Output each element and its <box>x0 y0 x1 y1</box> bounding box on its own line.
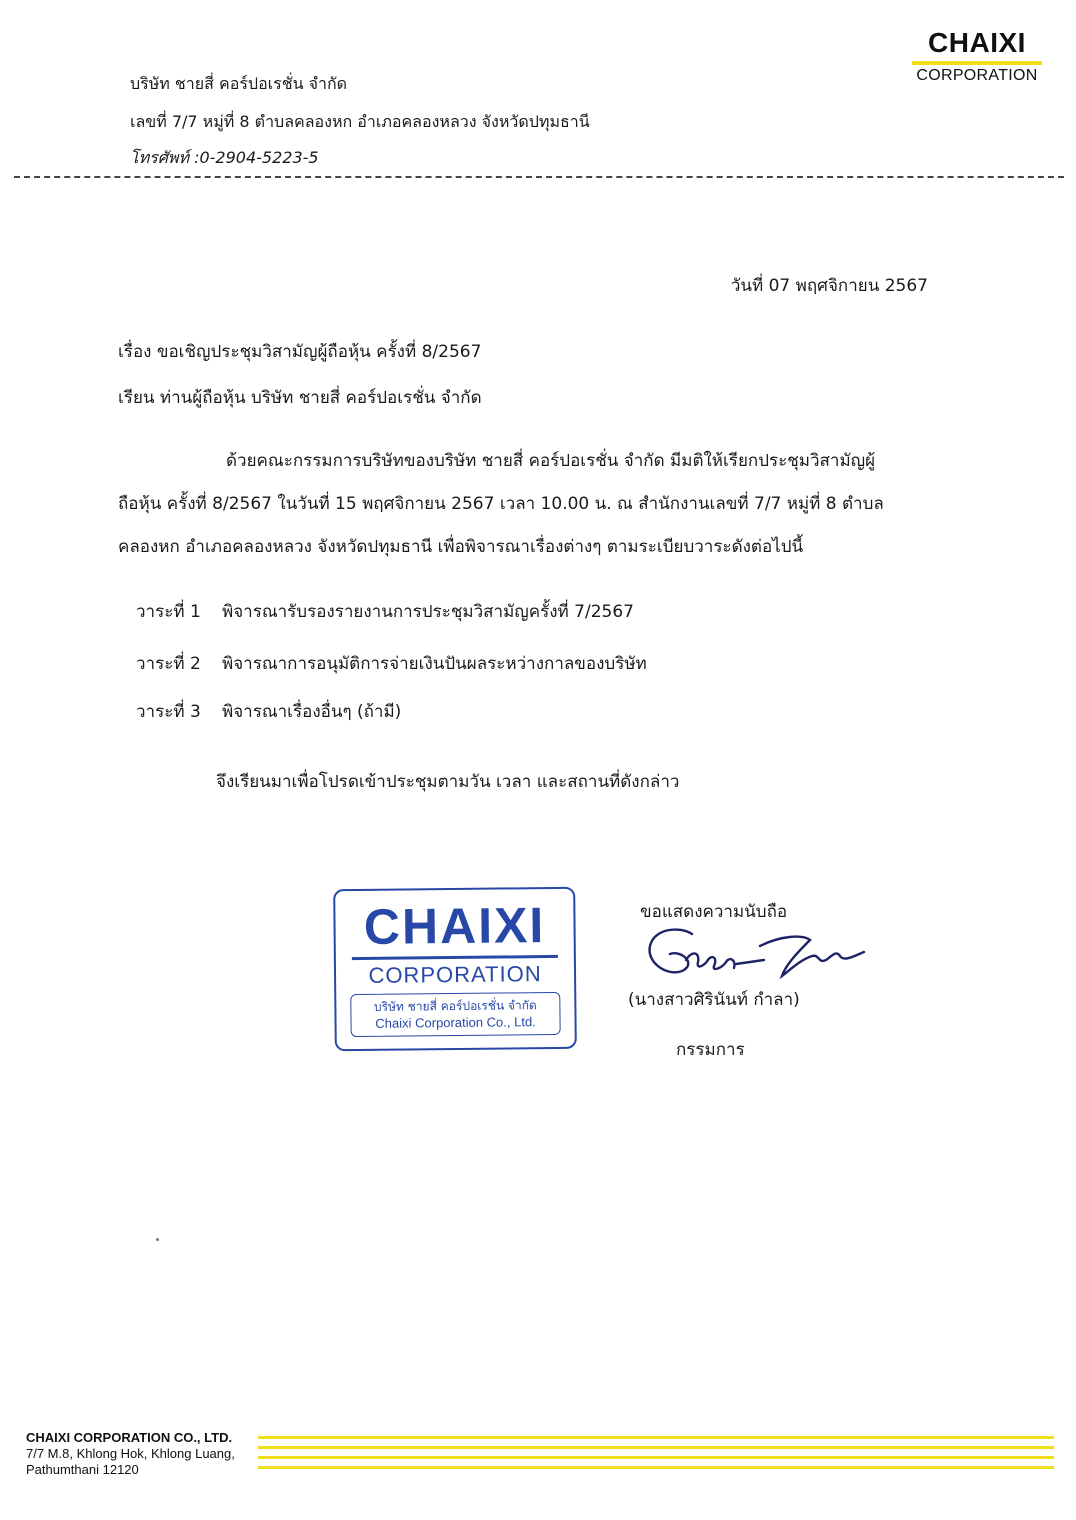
footer-stripes <box>258 1436 1054 1476</box>
header-company-name: บริษัท ชายสี่ คอร์ปอเรชั่น จำกัด <box>130 74 348 93</box>
signatory-name: (นางสาวศิรินันท์ กำลา) <box>628 990 800 1010</box>
agenda-label: วาระที่ 1 <box>136 602 201 622</box>
letter-body <box>118 440 948 569</box>
footer-address-block <box>26 1430 235 1478</box>
agenda-text: พิจารณารับรองรายงานการประชุมวิสามัญครั้งที่ 7/2567 <box>222 602 634 622</box>
footer-company: CHAIXI CORPORATION CO., LTD. <box>26 1430 233 1445</box>
logo-underline <box>912 61 1042 65</box>
company-stamp <box>333 887 577 1052</box>
footer-address-line: 7/7 M.8, Khlong Hok, Khlong Luang, <box>26 1446 235 1461</box>
stamp-name-th: บริษัท ชายสี่ คอร์ปอเรชั่น จำกัด <box>373 998 537 1014</box>
body-line: ถือหุ้น ครั้งที่ 8/2567 ในวันที่ 15 พฤศจิกายน 2567 เวลา 10.00 น. ณ สำนักงานเลขที่ 7/7 หมู่ที่ 8 ตำบล <box>118 494 884 514</box>
signatory-title: กรรมการ <box>676 1040 745 1060</box>
stamp-wordmark: CHAIXI <box>363 897 546 955</box>
body-line: ด้วยคณะกรรมการบริษัทของบริษัท ชายสี่ คอร์ปอเรชั่น จำกัด มีมติให้เรียกประชุมวิสามัญผู้ <box>226 451 876 471</box>
agenda-item <box>136 598 634 625</box>
agenda-label: วาระที่ 2 <box>136 654 201 674</box>
footer-stripe <box>258 1436 1054 1439</box>
footer-stripe <box>258 1456 1054 1459</box>
header-address: เลขที่ 7/7 หมู่ที่ 8 ตำบลคลองหก อำเภอคลองหลวง จังหวัดปทุมธานี <box>130 112 590 131</box>
scan-speck <box>156 1238 159 1241</box>
agenda-text: พิจารณาการอนุมัติการจ่ายเงินปันผลระหว่างกาลของบริษัท <box>222 654 647 674</box>
header-phone: โทรศัพท์ :0-2904-5223-5 <box>130 148 319 167</box>
signature-greeting: ขอแสดงความนับถือ <box>640 902 788 922</box>
letter-subject: เรื่อง ขอเชิญประชุมวิสามัญผู้ถือหุ้น ครั้งที่ 8/2567 <box>118 342 482 362</box>
letter-date: วันที่ 07 พฤศจิกายน 2567 <box>730 276 928 296</box>
footer-address-line: Pathumthani 12120 <box>26 1462 139 1477</box>
logo-subtitle: CORPORATION <box>916 67 1038 84</box>
footer-stripe <box>258 1446 1054 1449</box>
handwritten-signature <box>640 920 880 990</box>
stamp-name-en: Chaixi Corporation Co., Ltd. <box>375 1014 536 1031</box>
header-divider <box>14 176 1064 178</box>
company-logo <box>912 28 1042 85</box>
letter-recipient: เรียน ท่านผู้ถือหุ้น บริษัท ชายสี่ คอร์ปอเรชั่น จำกัด <box>118 388 482 408</box>
logo-wordmark: CHAIXI <box>928 27 1026 58</box>
agenda-label: วาระที่ 3 <box>136 702 201 722</box>
body-line: คลองหก อำเภอคลองหลวง จังหวัดปทุมธานี เพื่อพิจารณาเรื่องต่างๆ ตามระเบียบวาระดังต่อไปนี้ <box>118 537 804 557</box>
agenda-item <box>136 698 401 725</box>
letter-closing: จึงเรียนมาเพื่อโปรดเข้าประชุมตามวัน เวลา และสถานที่ดังกล่าว <box>216 772 680 792</box>
stamp-name-box <box>350 992 560 1037</box>
footer-stripe <box>258 1466 1054 1469</box>
agenda-item <box>136 650 647 677</box>
stamp-corporation: CORPORATION <box>368 961 542 988</box>
agenda-text: พิจารณาเรื่องอื่นๆ (ถ้ามี) <box>222 702 402 722</box>
